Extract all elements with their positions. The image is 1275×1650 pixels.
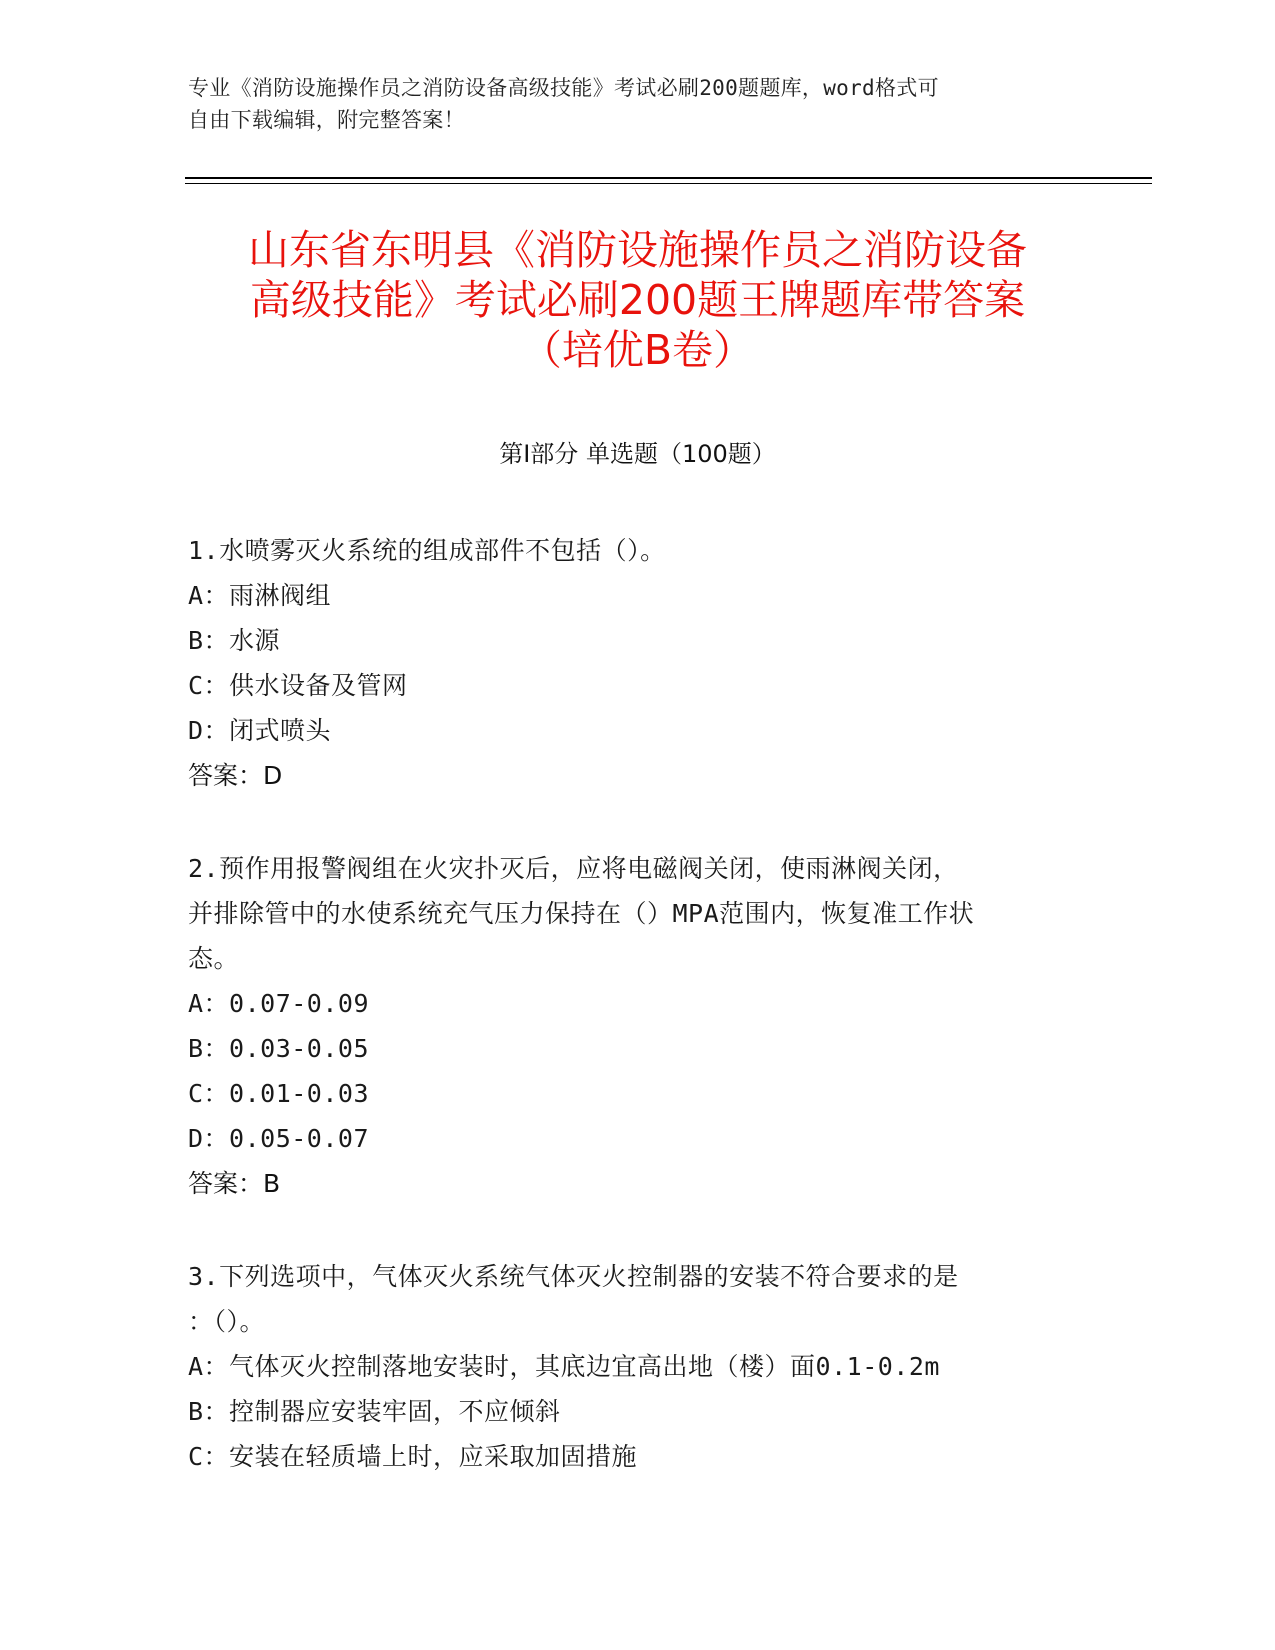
option-c: C：供水设备及管网 [188, 671, 408, 700]
question-2 [188, 846, 1088, 1206]
question-stem: 2.预作用报警阀组在火灾扑灭后，应将电磁阀关闭，使雨淋阀关闭， [188, 854, 959, 883]
header-line-2: 自由下载编辑，附完整答案！ [188, 108, 465, 132]
answer: 答案：B [188, 1169, 281, 1198]
header-line-1: 专业《消防设施操作员之消防设备高级技能》考试必刷200题题库，word格式可 [188, 76, 939, 100]
question-1 [188, 528, 1088, 798]
title-line-3: （培优B卷） [520, 326, 755, 374]
question-stem: 3.下列选项中，气体灭火系统气体灭火控制器的安装不符合要求的是 [188, 1262, 959, 1291]
question-stem: 1.水喷雾灭火系统的组成部件不包括（）。 [188, 536, 666, 565]
option-d: D：0.05-0.07 [188, 1124, 370, 1153]
header-divider-thick [185, 177, 1152, 179]
title-line-2: 高级技能》考试必刷200题王牌题库带答案 [249, 276, 1026, 324]
option-d: D：闭式喷头 [188, 716, 332, 745]
page-header [188, 72, 1088, 136]
question-stem: 并排除管中的水使系统充气压力保持在（）MPA范围内，恢复准工作状 [188, 899, 975, 928]
question-list [188, 528, 1088, 1527]
question-stem: ：（）。 [188, 1307, 266, 1336]
answer: 答案：D [188, 761, 283, 790]
option-a: A：0.07-0.09 [188, 989, 370, 1018]
option-b: B：0.03-0.05 [188, 1034, 370, 1063]
header-divider-thin [185, 183, 1152, 184]
option-b: B：水源 [188, 626, 281, 655]
option-c: C：安装在轻质墙上时，应采取加固措施 [188, 1442, 638, 1471]
option-c: C：0.01-0.03 [188, 1079, 370, 1108]
option-b: B：控制器应安装牢固，不应倾斜 [188, 1397, 561, 1426]
section-title: 第I部分 单选题（100题） [499, 440, 776, 468]
option-a: A：雨淋阀组 [188, 581, 332, 610]
question-3 [188, 1254, 1088, 1479]
document-title [150, 225, 1125, 375]
option-a: A：气体灭火控制落地安装时，其底边宜高出地（楼）面0.1-0.2m [188, 1352, 940, 1381]
question-stem: 态。 [188, 944, 240, 973]
title-line-1: 山东省东明县《消防设施操作员之消防设备 [248, 226, 1027, 274]
